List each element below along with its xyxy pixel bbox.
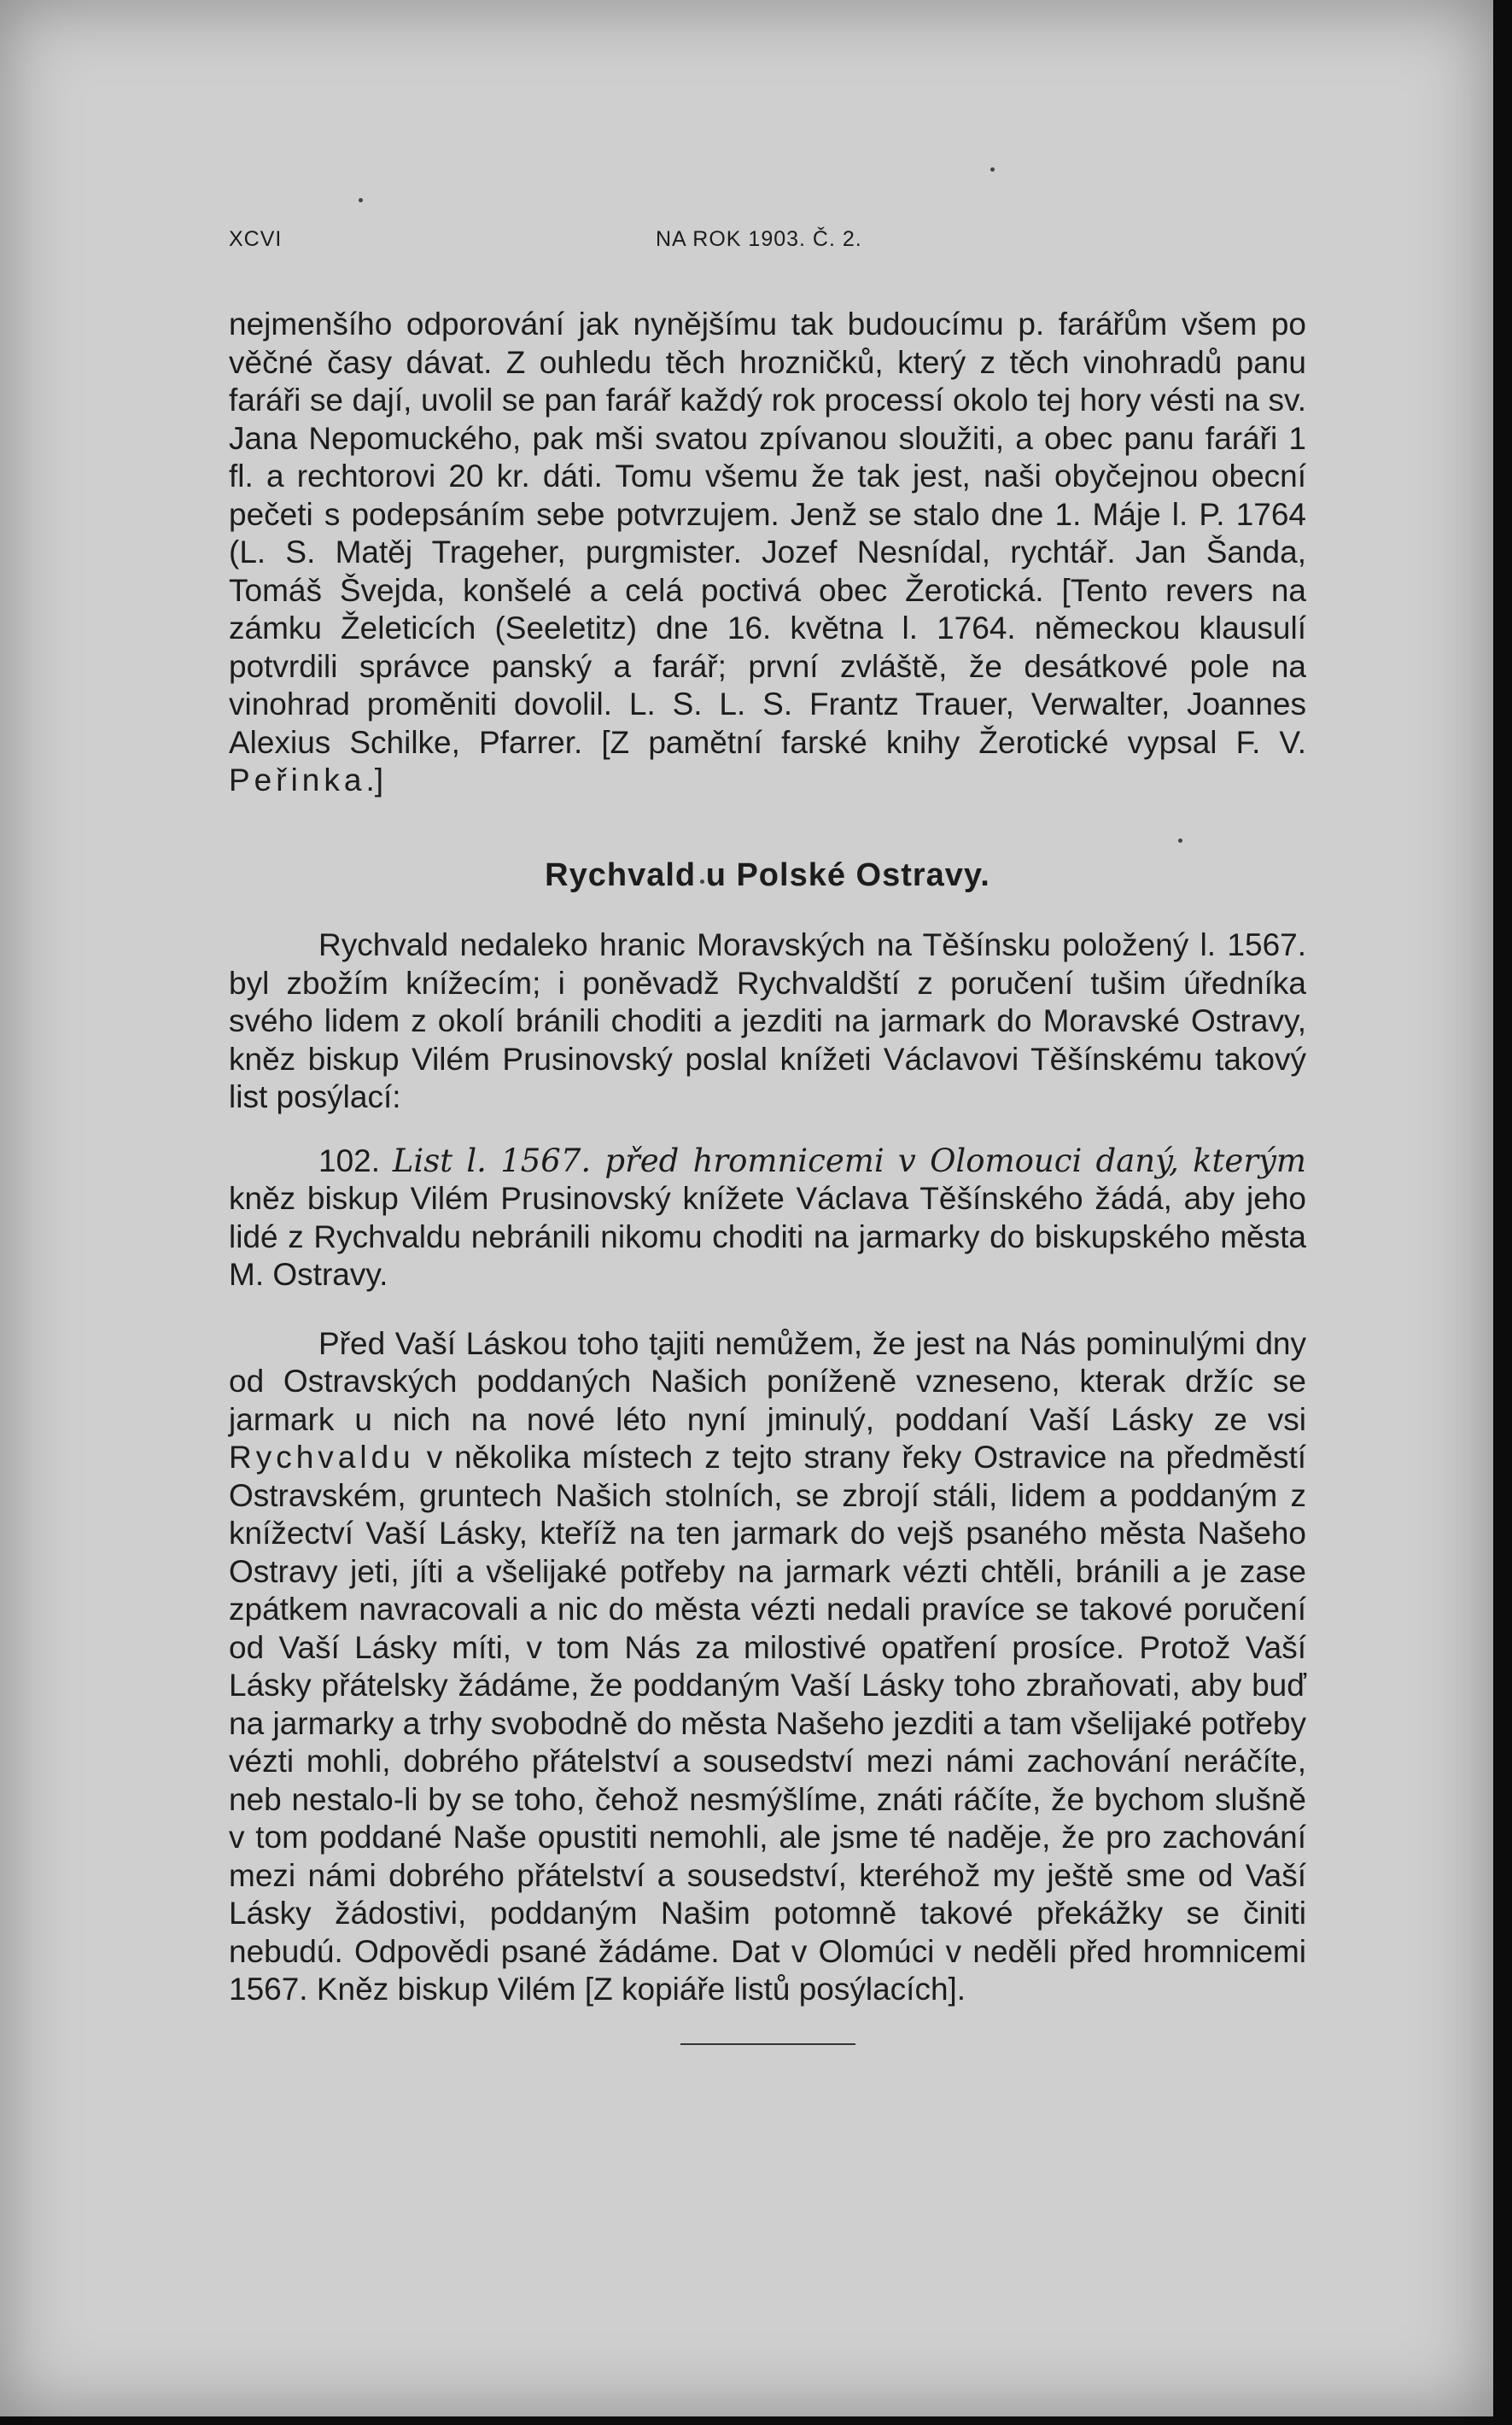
place-name-spaced: Rychvaldu xyxy=(229,1440,415,1475)
document-title-blackletter: List l. 1567. před hromnicemi v Olomouci daný, kterým xyxy=(392,1142,1307,1179)
section-title: Rychvald u Polské Ostravy. xyxy=(545,856,990,893)
letter-text-part: v několika místech z tejto strany řeky Ostravice na předměstí Ostravském, gruntech Našich stolních, se zbrojí stáli, lidem a poddaným z knížectví Vaší Lásky, kteříž na ten jarmark do vejš psaného města Našeho Ostravy jeti, jíti a všelijaké potřeby na jarmark vézti chtěli, bránili a je zase zpátkem navracovali a nic do města vézti nedali pravíce se takové poručení od Vaší Lásky míti, v tom Nás za milostivé opatření prosíce. Protož Vaší Lásky přátelsky žádáme, že poddaným Vaší Lásky toho zbraňovati, aby buď na jarmarky a trhy svobodně do města Našeho jezditi a tam všelijaké potřeby vézti mohli, dobrého přátelství a sousedství mezi námi zachování neráčíte, neb nestalo-li by se toho, čehož nesmýšlíme, znáti ráčíte, že bychom slušně v tom poddané Naše opustiti nemohli, ale jsme té naděje, že pro zachování mezi námi dobrého přátelství a sousedství, kteréhož my ještě sme od Vaší Lásky žádostivi, poddaným Našim potomně takové překážky se činiti nebudú. Odpovědi psané žádáme. Dat v Olomúci v neděli před hromnicemi 1567. Kněz biskup Vilém [Z kopiáře listů posýlacích]. xyxy=(229,1440,1307,2007)
letter-text xyxy=(229,1325,1306,2009)
body-text xyxy=(229,306,1306,2045)
paragraph-text: nejmenšího odporování jak nynějšímu tak budoucímu p. farářům všem po věčné časy dávat. Z ouhledu těch hrozničků, který z těch vinohradů panu faráři se dají, uvolil se pan farář každý rok processí okolo tej hory vésti na sv. Jana Nepomuckého, pak mši svatou zpívanou sloužiti, a obec panu faráři 1 fl. a rechtorovi 20 kr. dáti. Tomu všemu že tak jest, naši obyčejnou obecní pečeti s podepsáním sebe potvrzujem. Jenž se stalo dne 1. Máje l. P. 1764 (L. S. Matěj Trageher, purgmister. Jozef Nesnídal, rychtář. Jan Šanda, Tomáš Švejda, konšelé a celá poctivá obec Žerotická. [Tento revers na zámku Želeticích (Seeletitz) dne 16. května l. 1764. německou klausulí potvrdili správce panský a farář; první zvláště, že desátkové pole na vinohrad proměniti dovolil. L. S. L. S. Frantz Trauer, Verwalter, Joannes Alexius Schilke, Pfarrer. [Z pamětní farské knihy Žerotické vypsal F. V. xyxy=(229,307,1306,760)
document-number: 102. xyxy=(318,1142,381,1178)
intro-paragraph: Rychvald nedaleko hranic Moravských na Těšínsku položený l. 1567. byl zbožím knížecím; i poněvadž Rychvaldští z poručení tušim úředníka svého lidem z okolí bránili choditi a jezditi na jarmark do Moravské Ostravy, kněz biskup Vilém Prusinovský poslal knížeti Václavovi Těšínskému takový list posýlací: xyxy=(229,927,1306,1114)
document-heading xyxy=(229,1142,1306,1294)
closing-bracket: .] xyxy=(365,763,384,798)
paper-speck xyxy=(990,167,995,172)
running-title: NA ROK 1903. Č. 2. xyxy=(656,227,862,251)
continuation-paragraph xyxy=(229,306,1306,800)
letter-text-part: Před Vaší Láskou toho tajiti nemůžem, že jest na Nás pominulými dny od Ostravských poddaných Našich poníženě vzneseno, kterak držíc se jarmark u nich na nové léto nyní jminulý, poddaní Vaší Lásky ze vsi xyxy=(229,1325,1306,1437)
paper-speck xyxy=(359,198,363,202)
closing-rule xyxy=(680,2043,855,2045)
document-summary: kněz biskup Vilém Prusinovský knížete Václava Těšínského žádá, aby jeho lidé z Rychvaldu nebránili nikomu choditi na jarmarky do biskupského města M. Ostravy. xyxy=(229,1181,1306,1292)
author-name: Peřinka xyxy=(229,763,366,798)
page-number: XCVI xyxy=(229,227,283,251)
running-head xyxy=(229,213,1306,251)
